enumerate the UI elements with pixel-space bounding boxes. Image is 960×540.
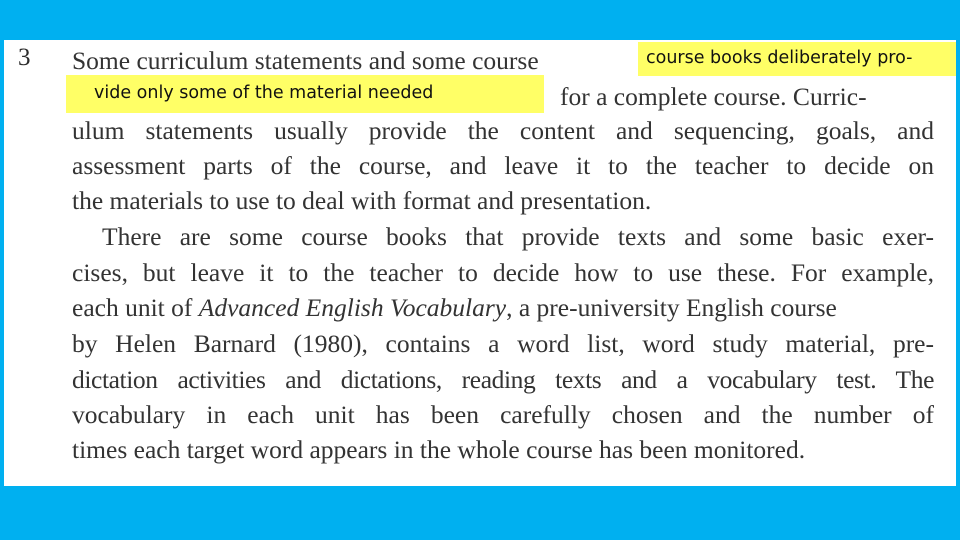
annotation-text-2: vide only some of the material needed: [94, 83, 434, 104]
annotation-highlight-2: [66, 75, 544, 113]
text-line-11: vocabulary in each unit has been carefully chosen and the number of: [72, 400, 934, 429]
text-line-2: for a complete course. Curric-: [560, 82, 867, 111]
text-line-9: by Helen Barnard (1980), contains a word list, word study material, pre-: [72, 329, 934, 358]
annotation-text-1: course books deliberately pro-: [646, 48, 913, 69]
text-line-10: dictation activities and dictations, reading texts and a vocabulary test. The: [72, 365, 934, 394]
book-title: Advanced English Vocabulary: [198, 293, 507, 322]
annotation-highlight-1: [638, 42, 956, 76]
item-number: 3: [18, 44, 31, 71]
text-line-4: assessment parts of the course, and leave it to the teacher to decide on: [72, 151, 934, 180]
text-line-1: Some curriculum statements and some course: [72, 46, 539, 75]
text-line-7: cises, but leave it to the teacher to decide how to use these. For example,: [72, 258, 934, 287]
text-line-6: There are some course books that provide texts and some basic exer-: [102, 222, 934, 251]
text-line-8-end: , a pre-university English course: [506, 293, 837, 322]
text-line-8-start: each unit of: [72, 293, 193, 322]
text-line-12: times each target word appears in the whole course has been monitored.: [72, 435, 806, 464]
text-line-8: [72, 295, 934, 321]
text-line-5: the materials to use to deal with format and presentation.: [72, 186, 652, 215]
text-line-3: ulum statements usually provide the content and sequencing, goals, and: [72, 116, 934, 145]
